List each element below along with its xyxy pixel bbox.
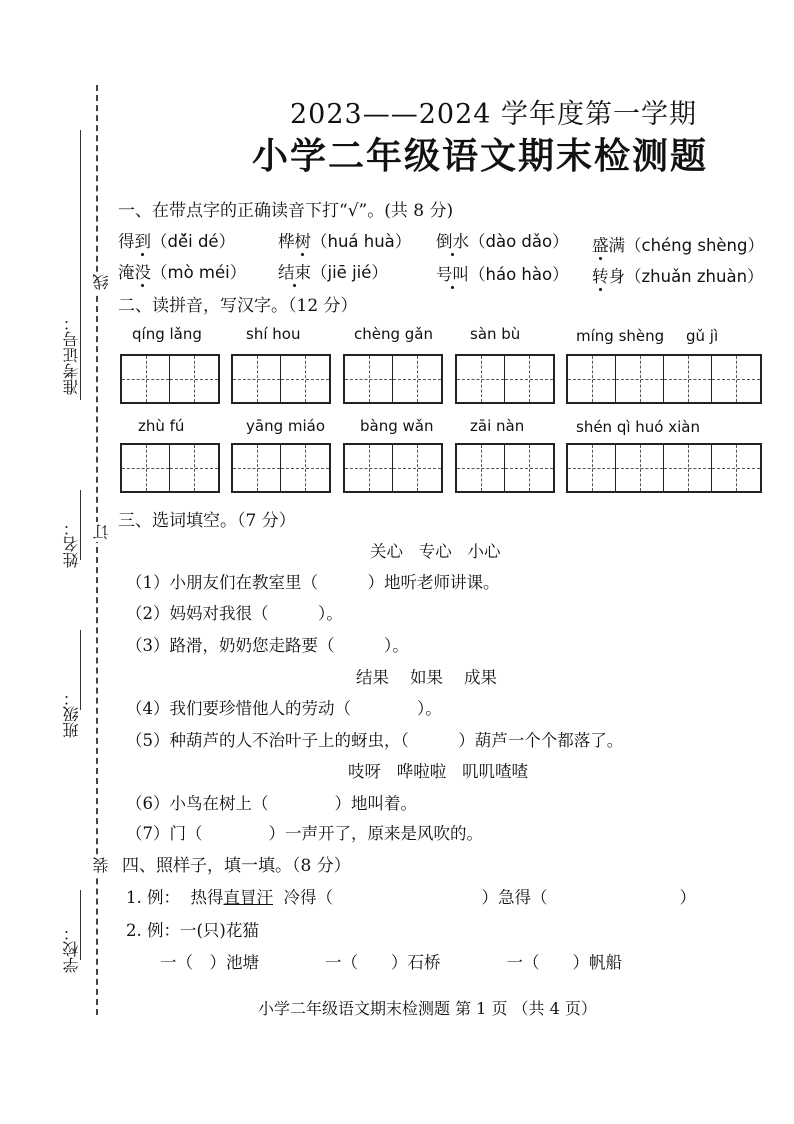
name-label: 姓名：	[62, 520, 81, 568]
class-label: 班级：	[62, 690, 81, 738]
example-line: 2. 例：一(只)花猫	[126, 921, 259, 940]
question-line: （1）小朋友们在教室里（ ）地听老师讲课。	[126, 573, 500, 592]
question-line: （6）小鸟在树上（ ）地叫着。	[126, 794, 417, 813]
section-4-title: 四、照样子，填一填。（8 分）	[122, 856, 351, 876]
pinyin-label: bàng wǎn	[360, 417, 434, 435]
tianzige-box[interactable]	[566, 354, 762, 404]
s1-item: 转身（zhuǎn zhuàn）	[592, 267, 764, 286]
word-choices: 吱呀 哗啦啦 叽叽喳喳	[348, 762, 528, 781]
tianzige-box[interactable]	[343, 443, 443, 493]
pinyin-label: sàn bù	[470, 325, 521, 343]
section-1-title: 一、在带点字的正确读音下打“√”。(共 8 分)	[118, 201, 454, 221]
tianzige-box[interactable]	[120, 443, 220, 493]
s1-item: 倒水（dào dǎo）	[436, 232, 569, 251]
tianzige-box[interactable]	[120, 354, 220, 404]
example-line: 1. 例： 热得直冒汗 冷得（ ）急得（ ）	[126, 888, 696, 907]
school-label: 学校：	[62, 925, 81, 973]
page-footer: 小学二年级语文期末检测题 第 1 页 （共 4 页）	[258, 999, 597, 1018]
word-choices: 关心 专心 小心	[370, 542, 501, 561]
bind-word-bind: 装	[92, 857, 111, 873]
s1-item: 盛满（chéng shèng）	[592, 236, 764, 255]
tianzige-box[interactable]	[231, 443, 331, 493]
pinyin-label: gǔ jì	[686, 327, 719, 345]
page-title: 小学二年级语文期末检测题	[252, 135, 709, 177]
tianzige-box[interactable]	[566, 443, 762, 493]
bind-word-staple: 订	[92, 524, 111, 540]
question-line: （4）我们要珍惜他人的劳动（ ）。	[126, 699, 442, 718]
pinyin-label: zhù fú	[138, 417, 185, 435]
binding-dashed-line	[96, 85, 98, 1015]
s1-item: 结束（jiē jié）	[278, 263, 388, 282]
question-line: （7）门（ ）一声开了，原来是风吹的。	[126, 824, 483, 843]
pinyin-label: yāng miáo	[246, 417, 326, 435]
tianzige-box[interactable]	[455, 354, 555, 404]
pinyin-label: qíng lǎng	[132, 325, 202, 343]
fill-line: 一（ ）池塘 一（ ）石桥 一（ ）帆船	[160, 953, 622, 972]
s1-item: 桦树（huá huà）	[278, 232, 412, 251]
section-2-title: 二、读拼音，写汉字。（12 分）	[118, 296, 358, 316]
question-line: （3）路滑，奶奶您走路要（ ）。	[126, 636, 409, 655]
pinyin-label: shí hou	[246, 325, 301, 343]
pinyin-label: shén qì huó xiàn	[576, 418, 700, 436]
tianzige-box[interactable]	[231, 354, 331, 404]
tianzige-box[interactable]	[455, 443, 555, 493]
pinyin-label: míng shèng	[576, 327, 665, 345]
bind-word-line: 线	[92, 274, 111, 290]
question-line: （5）种葫芦的人不治叶子上的蚜虫，（ ）葫芦一个个都落了。	[126, 731, 624, 750]
section-3-title: 三、选词填空。（7 分）	[118, 511, 296, 531]
s1-item: 淹没（mò méi）	[118, 263, 247, 282]
pinyin-label: zāi nàn	[470, 417, 525, 435]
s1-item: 号叫（háo hào）	[436, 265, 569, 284]
question-line: （2）妈妈对我很（ ）。	[126, 604, 343, 623]
tianzige-box[interactable]	[343, 354, 443, 404]
exam-no-label: 准考证号：	[62, 315, 81, 395]
year-title: 2023——2024 学年度第一学期	[290, 99, 698, 130]
pinyin-label: chèng gǎn	[354, 325, 433, 343]
word-choices: 结果 如果 成果	[356, 668, 497, 687]
s1-item: 得到（dě̌i dé）	[118, 232, 236, 251]
